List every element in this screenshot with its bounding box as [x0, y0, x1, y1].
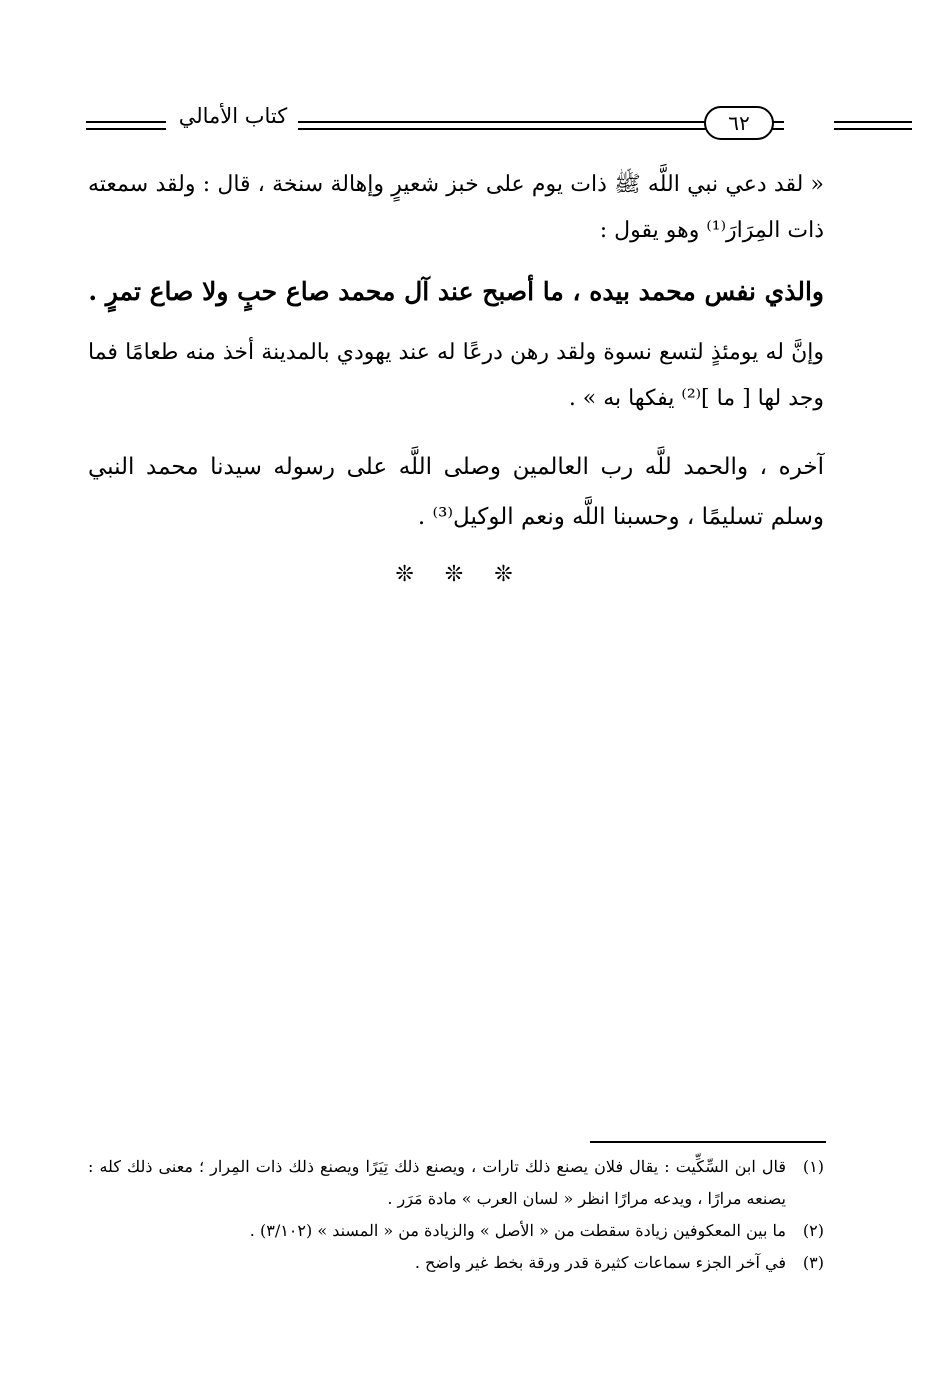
header-rule-left — [86, 121, 166, 130]
footnote-text: ما بين المعكوفين زيادة سقطت من « الأصل » والزيادة من « المسند » (٣/١٠٢) . — [249, 1221, 786, 1240]
section-divider-stars: ❊ ❊ ❊ — [395, 562, 525, 587]
hadith-line — [88, 270, 824, 314]
closing-paragraph-text: آخره ، والحمد للَّه رب العالمين وصلى اللَّه على رسوله سيدنا محمد النبي وسلم تسليمًا ، وحسبنا اللَّه ونعم الوكيل⁽³⁾ . — [88, 454, 824, 530]
footnote-text: قال ابن السِّكِّيت : يقال فلان يصنع ذلك تارات ، ويصنع ذلك تِيَرًا ويصنع ذلك ذات المِرار ؛ معنى ذلك كله : يصنعه مرارًا ، ويدعه مرارًا انظر « لسان العرب » مادة مَرَر . — [88, 1157, 786, 1208]
hadith-line-text: والذي نفس محمد بيده ، ما أصبح عند آل محمد صاع حبٍ ولا صاع تمرٍ . — [88, 277, 824, 306]
wives-paragraph — [88, 330, 824, 422]
quote-paragraph-text: « لقد دعي نبي اللَّه ﷺ ذات يوم على خبز شعيرٍ وإهالة سنخة ، قال : ولقد سمعته ذات المِرَارَ⁽¹⁾ وهو يقول : — [88, 172, 824, 243]
closing-paragraph — [88, 442, 824, 542]
running-header — [86, 100, 826, 144]
book-title: كتاب الأمالي — [178, 104, 288, 128]
footnote-1 — [88, 1151, 824, 1215]
footnote-3 — [88, 1247, 824, 1279]
footnote-number: (٢) — [802, 1221, 824, 1240]
wives-paragraph-text: وإنَّ له يومئذٍ لتسع نسوة ولقد رهن درعًا له عند يهودي بالمدينة أخذ منه طعامًا فما وجد لها [ ما ]⁽²⁾ يفكها به » . — [88, 340, 824, 411]
footnotes — [88, 1151, 824, 1279]
quote-paragraph — [88, 162, 824, 254]
footnote-text: في آخر الجزء سماعات كثيرة قدر ورقة بخط غير واضح . — [414, 1253, 786, 1272]
footnote-number: (٣) — [802, 1253, 824, 1272]
footnote-separator — [590, 1141, 826, 1143]
page-number: ٦٢ — [704, 106, 774, 140]
footnote-2 — [88, 1215, 824, 1247]
footnote-number: (١) — [802, 1157, 824, 1176]
header-rule-right — [834, 121, 912, 130]
